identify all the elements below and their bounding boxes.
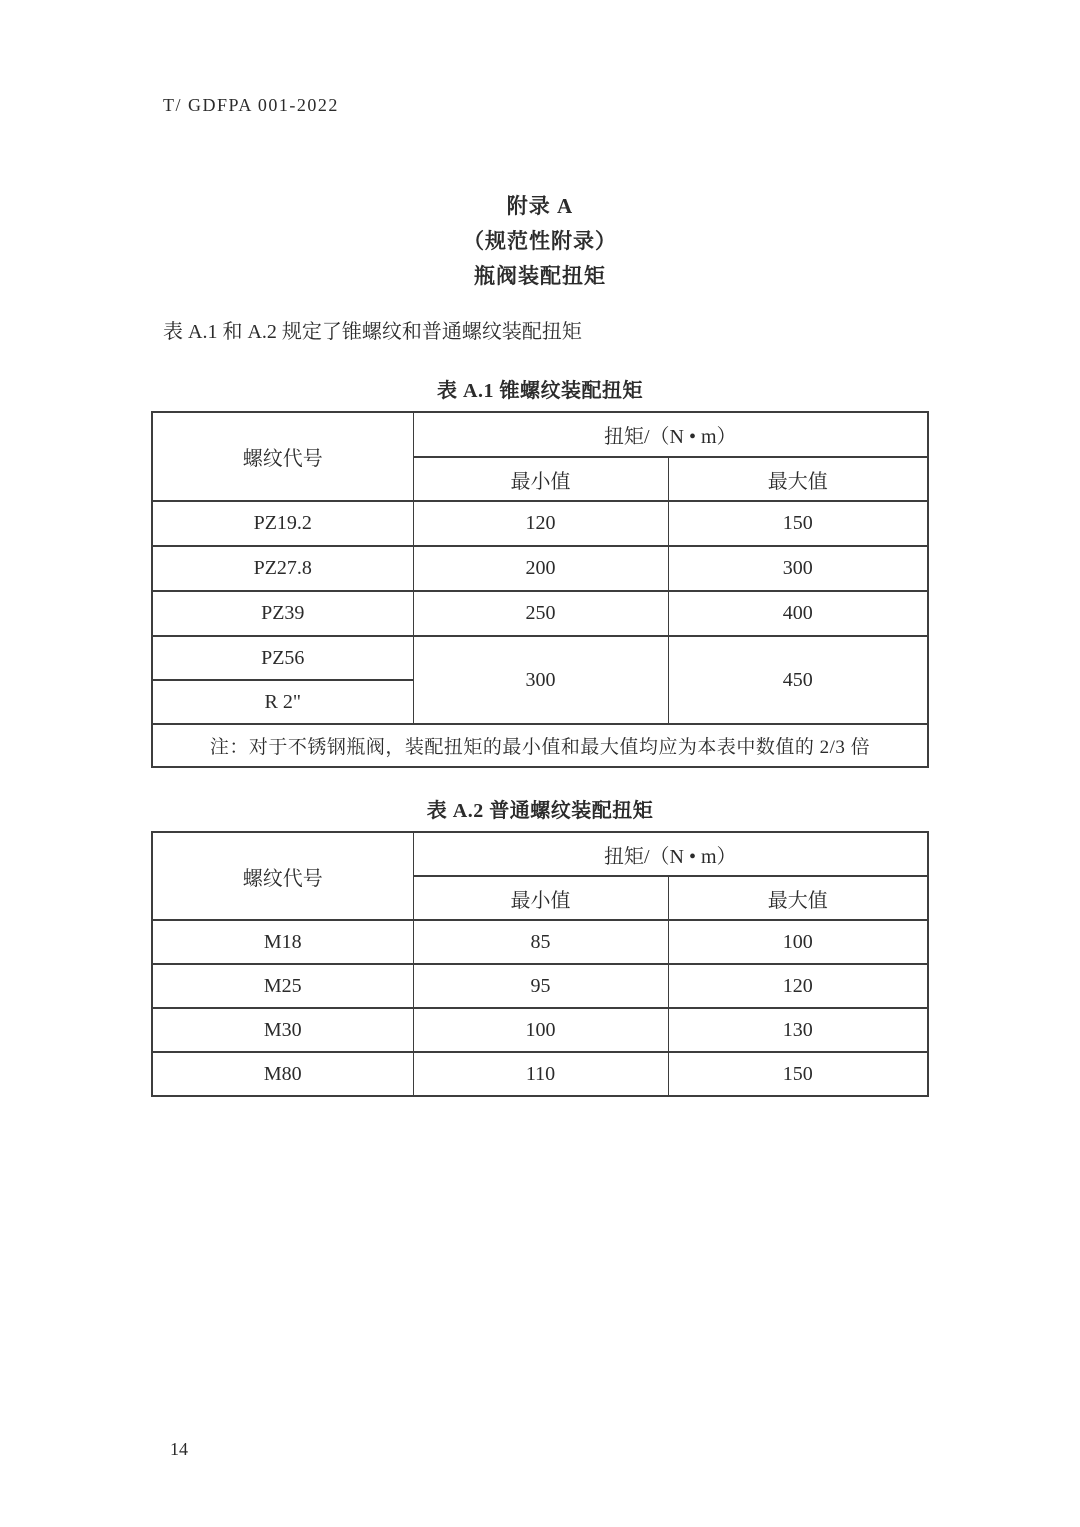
min-value-cell: 85 bbox=[413, 920, 668, 964]
torque-unit-header: 扭矩/（N • m） bbox=[413, 412, 928, 457]
page-number: 14 bbox=[170, 1439, 188, 1459]
table-a2-caption: 表 A.2 普通螺纹装配扭矩 bbox=[426, 800, 654, 822]
table-row bbox=[152, 920, 928, 964]
table-row bbox=[152, 636, 928, 680]
table-row bbox=[152, 1008, 928, 1052]
min-value-cell: 95 bbox=[413, 964, 668, 1008]
table-a2 bbox=[151, 831, 929, 1097]
table-row bbox=[152, 1052, 928, 1096]
max-value-cell: 450 bbox=[668, 636, 928, 724]
thread-code-header: 螺纹代号 bbox=[152, 832, 413, 920]
min-value-cell: 120 bbox=[413, 501, 668, 546]
max-value-cell: 150 bbox=[668, 501, 928, 546]
thread-code-cell: PZ19.2 bbox=[152, 501, 413, 546]
max-header: 最大值 bbox=[668, 457, 928, 501]
min-value-cell: 110 bbox=[413, 1052, 668, 1096]
thread-code-cell: M80 bbox=[152, 1052, 413, 1096]
table-row bbox=[152, 832, 928, 876]
min-value-cell: 300 bbox=[413, 636, 668, 724]
max-value-cell: 100 bbox=[668, 920, 928, 964]
max-value-cell: 400 bbox=[668, 591, 928, 636]
table-note: 注：对于不锈钢瓶阀，装配扭矩的最小值和最大值均应为本表中数值的 2/3 倍 bbox=[152, 724, 928, 767]
table-row bbox=[152, 546, 928, 591]
thread-code-cell: PZ27.8 bbox=[152, 546, 413, 591]
thread-code-cell: M18 bbox=[152, 920, 413, 964]
min-value-cell: 100 bbox=[413, 1008, 668, 1052]
table-row bbox=[152, 501, 928, 546]
min-header: 最小值 bbox=[413, 876, 668, 920]
table-a1-caption: 表 A.1 锥螺纹装配扭矩 bbox=[437, 380, 643, 402]
appendix-title-block bbox=[0, 189, 1080, 294]
thread-code-cell: R 2" bbox=[152, 680, 413, 724]
thread-code-cell: M25 bbox=[152, 964, 413, 1008]
thread-code-header: 螺纹代号 bbox=[152, 412, 413, 501]
max-value-cell: 300 bbox=[668, 546, 928, 591]
min-value-cell: 200 bbox=[413, 546, 668, 591]
doc-code: T/ GDFPA 001-2022 bbox=[163, 95, 339, 115]
torque-unit-header: 扭矩/（N • m） bbox=[413, 832, 928, 876]
max-value-cell: 120 bbox=[668, 964, 928, 1008]
thread-code-cell: M30 bbox=[152, 1008, 413, 1052]
appendix-heading: 瓶阀装配扭矩 bbox=[474, 264, 606, 288]
intro-paragraph: 表 A.1 和 A.2 规定了锥螺纹和普通螺纹装配扭矩 bbox=[163, 321, 582, 343]
table-a1 bbox=[151, 411, 929, 768]
table-row bbox=[152, 591, 928, 636]
thread-code-cell: PZ56 bbox=[152, 636, 413, 680]
min-value-cell: 250 bbox=[413, 591, 668, 636]
max-header: 最大值 bbox=[668, 876, 928, 920]
min-header: 最小值 bbox=[413, 457, 668, 501]
table-row bbox=[152, 412, 928, 457]
table-row bbox=[152, 724, 928, 767]
max-value-cell: 130 bbox=[668, 1008, 928, 1052]
table-row bbox=[152, 964, 928, 1008]
max-value-cell: 150 bbox=[668, 1052, 928, 1096]
appendix-subtitle: （规范性附录） bbox=[463, 229, 617, 253]
appendix-title: 附录 A bbox=[506, 194, 574, 218]
thread-code-cell: PZ39 bbox=[152, 591, 413, 636]
